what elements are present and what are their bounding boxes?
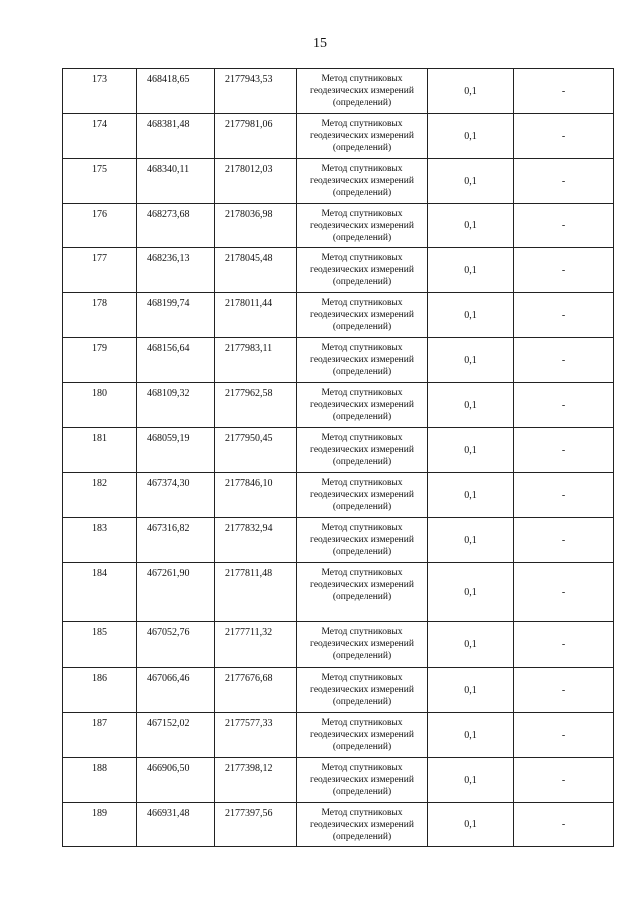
note-cell: - <box>514 473 614 518</box>
accuracy-cell: 0,1 <box>428 338 514 383</box>
method-cell: Метод спутниковых геодезических измерений (определений) <box>297 473 428 518</box>
point-number-cell: 182 <box>63 473 137 518</box>
table-row <box>63 713 614 758</box>
point-number-cell: 183 <box>63 518 137 563</box>
point-number-cell: 175 <box>63 159 137 204</box>
note-cell: - <box>514 713 614 758</box>
y-coordinate-cell: 2177983,11 <box>215 338 297 383</box>
y-coordinate-cell: 2177577,33 <box>215 713 297 758</box>
table-row <box>63 668 614 713</box>
x-coordinate-cell: 468381,48 <box>137 114 215 159</box>
table-row <box>63 758 614 803</box>
table-row <box>63 69 614 114</box>
table-row <box>63 473 614 518</box>
table-row <box>63 204 614 248</box>
accuracy-cell: 0,1 <box>428 204 514 248</box>
page-number: 15 <box>313 36 327 51</box>
accuracy-cell: 0,1 <box>428 159 514 204</box>
method-cell: Метод спутниковых геодезических измерений (определений) <box>297 518 428 563</box>
point-number-cell: 187 <box>63 713 137 758</box>
point-number-cell: 173 <box>63 69 137 114</box>
table-row <box>63 159 614 204</box>
table-row <box>63 803 614 847</box>
table-row <box>63 383 614 428</box>
table-row <box>63 293 614 338</box>
accuracy-cell: 0,1 <box>428 69 514 114</box>
y-coordinate-cell: 2177397,56 <box>215 803 297 847</box>
point-number-cell: 180 <box>63 383 137 428</box>
table-row <box>63 518 614 563</box>
method-cell: Метод спутниковых геодезических измерений (определений) <box>297 758 428 803</box>
table-row <box>63 338 614 383</box>
accuracy-cell: 0,1 <box>428 563 514 622</box>
x-coordinate-cell: 467152,02 <box>137 713 215 758</box>
table-row <box>63 563 614 622</box>
point-number-cell: 185 <box>63 622 137 668</box>
x-coordinate-cell: 467316,82 <box>137 518 215 563</box>
note-cell: - <box>514 518 614 563</box>
accuracy-cell: 0,1 <box>428 622 514 668</box>
method-cell: Метод спутниковых геодезических измерений (определений) <box>297 668 428 713</box>
accuracy-cell: 0,1 <box>428 758 514 803</box>
note-cell: - <box>514 69 614 114</box>
note-cell: - <box>514 622 614 668</box>
method-cell: Метод спутниковых геодезических измерений (определений) <box>297 622 428 668</box>
method-cell: Метод спутниковых геодезических измерений (определений) <box>297 204 428 248</box>
point-number-cell: 181 <box>63 428 137 473</box>
point-number-cell: 184 <box>63 563 137 622</box>
note-cell: - <box>514 758 614 803</box>
accuracy-cell: 0,1 <box>428 473 514 518</box>
note-cell: - <box>514 338 614 383</box>
note-cell: - <box>514 159 614 204</box>
y-coordinate-cell: 2177950,45 <box>215 428 297 473</box>
note-cell: - <box>514 668 614 713</box>
point-number-cell: 189 <box>63 803 137 847</box>
point-number-cell: 176 <box>63 204 137 248</box>
table-row <box>63 622 614 668</box>
y-coordinate-cell: 2177981,06 <box>215 114 297 159</box>
x-coordinate-cell: 467261,90 <box>137 563 215 622</box>
coordinates-table <box>62 68 614 847</box>
y-coordinate-cell: 2177398,12 <box>215 758 297 803</box>
method-cell: Метод спутниковых геодезических измерений (определений) <box>297 159 428 204</box>
note-cell: - <box>514 563 614 622</box>
y-coordinate-cell: 2177846,10 <box>215 473 297 518</box>
accuracy-cell: 0,1 <box>428 293 514 338</box>
point-number-cell: 188 <box>63 758 137 803</box>
y-coordinate-cell: 2178012,03 <box>215 159 297 204</box>
accuracy-cell: 0,1 <box>428 668 514 713</box>
y-coordinate-cell: 2177943,53 <box>215 69 297 114</box>
x-coordinate-cell: 468156,64 <box>137 338 215 383</box>
method-cell: Метод спутниковых геодезических измерений (определений) <box>297 248 428 293</box>
x-coordinate-cell: 466931,48 <box>137 803 215 847</box>
y-coordinate-cell: 2177962,58 <box>215 383 297 428</box>
x-coordinate-cell: 467374,30 <box>137 473 215 518</box>
accuracy-cell: 0,1 <box>428 518 514 563</box>
y-coordinate-cell: 2178011,44 <box>215 293 297 338</box>
x-coordinate-cell: 468236,13 <box>137 248 215 293</box>
method-cell: Метод спутниковых геодезических измерений (определений) <box>297 428 428 473</box>
note-cell: - <box>514 383 614 428</box>
x-coordinate-cell: 467052,76 <box>137 622 215 668</box>
method-cell: Метод спутниковых геодезических измерений (определений) <box>297 563 428 622</box>
x-coordinate-cell: 468273,68 <box>137 204 215 248</box>
accuracy-cell: 0,1 <box>428 383 514 428</box>
note-cell: - <box>514 204 614 248</box>
method-cell: Метод спутниковых геодезических измерений (определений) <box>297 803 428 847</box>
method-cell: Метод спутниковых геодезических измерений (определений) <box>297 713 428 758</box>
note-cell: - <box>514 803 614 847</box>
note-cell: - <box>514 293 614 338</box>
y-coordinate-cell: 2177676,68 <box>215 668 297 713</box>
point-number-cell: 179 <box>63 338 137 383</box>
note-cell: - <box>514 248 614 293</box>
point-number-cell: 186 <box>63 668 137 713</box>
method-cell: Метод спутниковых геодезических измерений (определений) <box>297 69 428 114</box>
x-coordinate-cell: 467066,46 <box>137 668 215 713</box>
x-coordinate-cell: 468340,11 <box>137 159 215 204</box>
method-cell: Метод спутниковых геодезических измерений (определений) <box>297 293 428 338</box>
y-coordinate-cell: 2177711,32 <box>215 622 297 668</box>
x-coordinate-cell: 468059,19 <box>137 428 215 473</box>
accuracy-cell: 0,1 <box>428 114 514 159</box>
note-cell: - <box>514 114 614 159</box>
coordinates-table-body <box>63 69 614 847</box>
point-number-cell: 177 <box>63 248 137 293</box>
y-coordinate-cell: 2177832,94 <box>215 518 297 563</box>
table-row <box>63 428 614 473</box>
y-coordinate-cell: 2178045,48 <box>215 248 297 293</box>
method-cell: Метод спутниковых геодезических измерений (определений) <box>297 383 428 428</box>
accuracy-cell: 0,1 <box>428 803 514 847</box>
x-coordinate-cell: 468199,74 <box>137 293 215 338</box>
accuracy-cell: 0,1 <box>428 713 514 758</box>
x-coordinate-cell: 468418,65 <box>137 69 215 114</box>
x-coordinate-cell: 468109,32 <box>137 383 215 428</box>
accuracy-cell: 0,1 <box>428 428 514 473</box>
table-row <box>63 248 614 293</box>
y-coordinate-cell: 2178036,98 <box>215 204 297 248</box>
method-cell: Метод спутниковых геодезических измерений (определений) <box>297 114 428 159</box>
accuracy-cell: 0,1 <box>428 248 514 293</box>
y-coordinate-cell: 2177811,48 <box>215 563 297 622</box>
method-cell: Метод спутниковых геодезических измерений (определений) <box>297 338 428 383</box>
note-cell: - <box>514 428 614 473</box>
table-row <box>63 114 614 159</box>
point-number-cell: 174 <box>63 114 137 159</box>
point-number-cell: 178 <box>63 293 137 338</box>
x-coordinate-cell: 466906,50 <box>137 758 215 803</box>
